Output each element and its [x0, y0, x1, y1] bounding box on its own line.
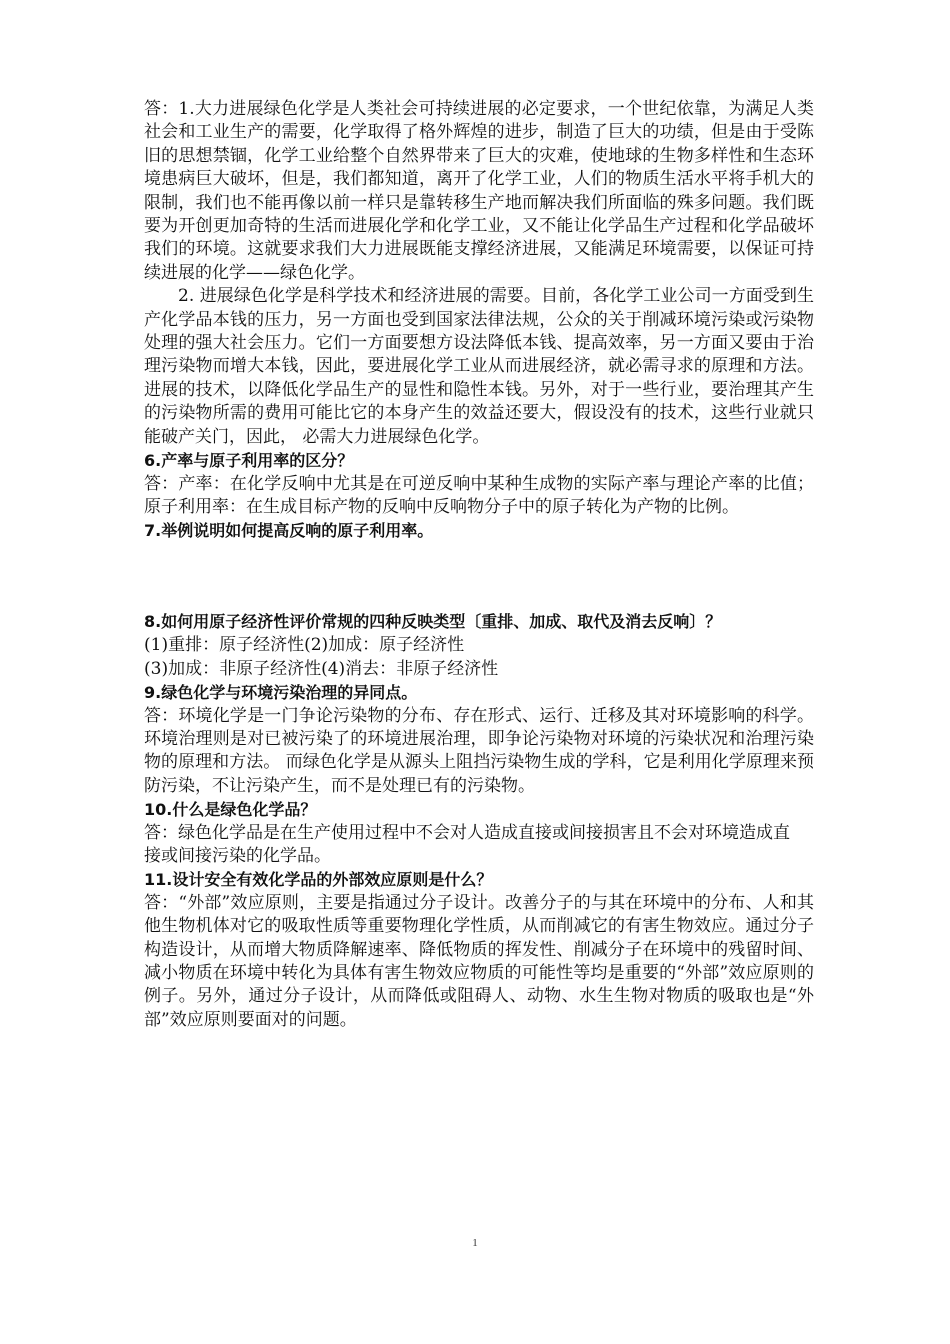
- question-6-answer: 答：产率：在化学反响中尤其是在可逆反响中某种生成物的实际产率与理论产率的比值；原子利用率：在生成目标产物的反响中反响物分子中的原子转化为产物的比例。: [144, 473, 814, 517]
- question-9-title: 9.绿色化学与环境污染治理的异同点。: [144, 683, 418, 703]
- blank-space: [144, 543, 814, 610]
- question-10-answer: 答：绿色化学品是在生产使用过程中不会对人造成直接或间接损害且不会对环境造成直接或间接污染的化学品。: [144, 822, 790, 866]
- question-8-title: 8.如何用原子经济性评价常规的四种反映类型〔重排、加成、取代及消去反响〕？: [144, 611, 722, 631]
- question-10-title: 10.什么是绿色化学品？: [144, 800, 317, 820]
- document-body: [144, 98, 814, 1032]
- question-8-line-2: (3)加成：非原子经济性(4)消去：非原子经济性: [144, 659, 499, 680]
- question-11-answer: 答：“外部”效应原则，主要是指通过分子设计。改善分子的与其在环境中的分布、人和其他生物机体对它的吸取性质等重要物理化学性质，从而削减它的有害生物效应。通过分子构造设计，从而增大物质降解速率、降低物质的挥发性、削减分子在环境中的残留时间、减小物质在环境中转化为具体有害生物效应物质的可能性等均是重要的“外部”效应原则的例子。另外，通过分子设计，从而降低或阻碍人、动物、水生生物对物质的吸取也是“外部”效应原则要面对的问题。: [144, 892, 814, 1030]
- answer-paragraph-1: 答：1.大力进展绿色化学是人类社会可持续进展的必定要求，一个世纪依靠，为满足人类社会和工业生产的需要，化学取得了格外辉煌的进步，制造了巨大的功绩，但是由于受陈旧的思想禁锢，化学工业给整个自然界带来了巨大的灾难，使地球的生物多样性和生态环境患病巨大破坏，但是，我们都知道，离开了化学工业，人们的物质生活水平将手机大的限制，我们也不能再像以前一样只是靠转移生产地而解决我们所面临的殊多问题。我们既要为开创更加奇特的生活而进展化学和化学工业，又不能让化学品生产过程和化学品破坏我们的环境。这就要求我们大力进展既能支撑经济进展，又能满足环境需要，以保证可持续进展的化学——绿色化学。: [144, 99, 814, 283]
- answer-paragraph-2: 2. 进展绿色化学是科学技术和经济进展的需要。目前，各化学工业公司一方面受到生产化学品本钱的压力，另一方面也受到国家法律法规，公众的关于削减环境污染或污染物处理的强大社会压力。它们一方面要想方设法降低本钱、提高效率，另一方面又要由于治理污染物而增大本钱，因此，要进展化学工业从而进展经济，就必需寻求的原理和方法。进展的技术，以降低化学品生产的显性和隐性本钱。另外，对于一些行业，要治理其产生的污染物所需的费用可能比它的本身产生的效益还要大，假设没有的技术，这些行业就只能破产关门，因此， 必需大力进展绿色化学。: [144, 286, 814, 447]
- question-9-answer: 答：环境化学是一门争论污染物的分布、存在形式、运行、迁移及其对环境影响的科学。环境治理则是对已被污染了的环境进展治理，即争论污染物对环境的污染状况和治理污染物的原理和方法。 而绿色化学是从源头上阻挡污染物生成的学科，它是利用化学原理来预防污染，不让污染产生，而不是处理已有的污染物。: [144, 705, 814, 796]
- question-6-title: 6.产率与原子利用率的区分？: [144, 451, 354, 471]
- page-number: 1: [472, 1237, 478, 1249]
- question-7-title: 7.举例说明如何提高反响的原子利用率。: [144, 521, 434, 541]
- question-8-line-1: (1)重排：原子经济性(2)加成：原子经济性: [144, 635, 465, 656]
- question-11-title: 11.设计安全有效化学品的外部效应原则是什么？: [144, 870, 493, 890]
